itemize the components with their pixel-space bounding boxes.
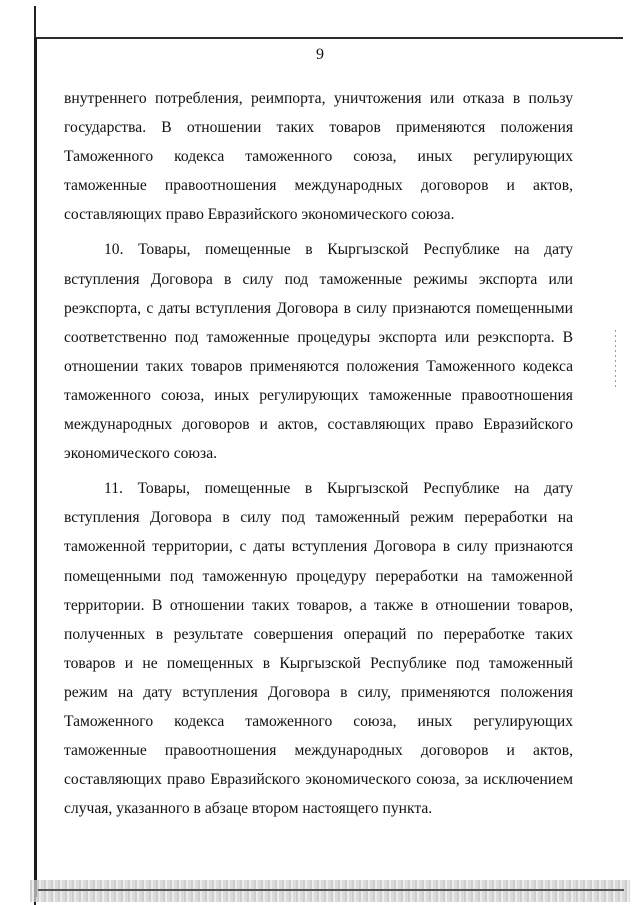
page-number: 9 (316, 46, 324, 63)
paragraph-continuation: внутреннего потребления, реимпорта, уничтожения или отказа в пользу государства. В отношении таких товаров применяются положения Таможенного кодекса таможенного союза, иных регулирующих таможенные правоотношения международных договоров и актов, составляющих право Евразийского экономического союза. (64, 90, 573, 224)
paragraph-item-11: 11. Товары, помещенные в Кыргызской Республике на дату вступления Договора в силу под таможенный режим переработки на таможенной территории, с даты вступления Договора в силу признаются помещенными под таможенную процедуру переработки на таможенной территории. В отношении таких товаров, а также в отношении товаров, полученных в результате совершения операций по переработке таких товаров и не помещенных в Кыргызской Республике под таможенный режим на дату вступления Договора в силу, применяются положения Таможенного кодекса таможенного союза, иных регулирующих таможенные правоотношения международных договоров и актов, составляющих право Евразийского экономического союза, за исключением случая, указанного в абзаце втором настоящего пункта. (64, 480, 573, 818)
paragraph-item-10: 10. Товары, помещенные в Кыргызской Республике на дату вступления Договора в силу под таможенные режимы экспорта или реэкспорта, с даты вступления Договора в силу признаются помещенными соответственно под таможенные процедуры экспорта или реэкспорта. В отношении таких товаров применяются положения Таможенного кодекса таможенного союза, иных регулирующих таможенные правоотношения международных договоров и актов, составляющих право Евразийского экономического союза. (64, 241, 573, 463)
scan-artifact (615, 330, 616, 390)
scan-bottom-edge (30, 880, 630, 902)
document-body (64, 84, 573, 823)
scan-bottom-line (38, 889, 624, 891)
